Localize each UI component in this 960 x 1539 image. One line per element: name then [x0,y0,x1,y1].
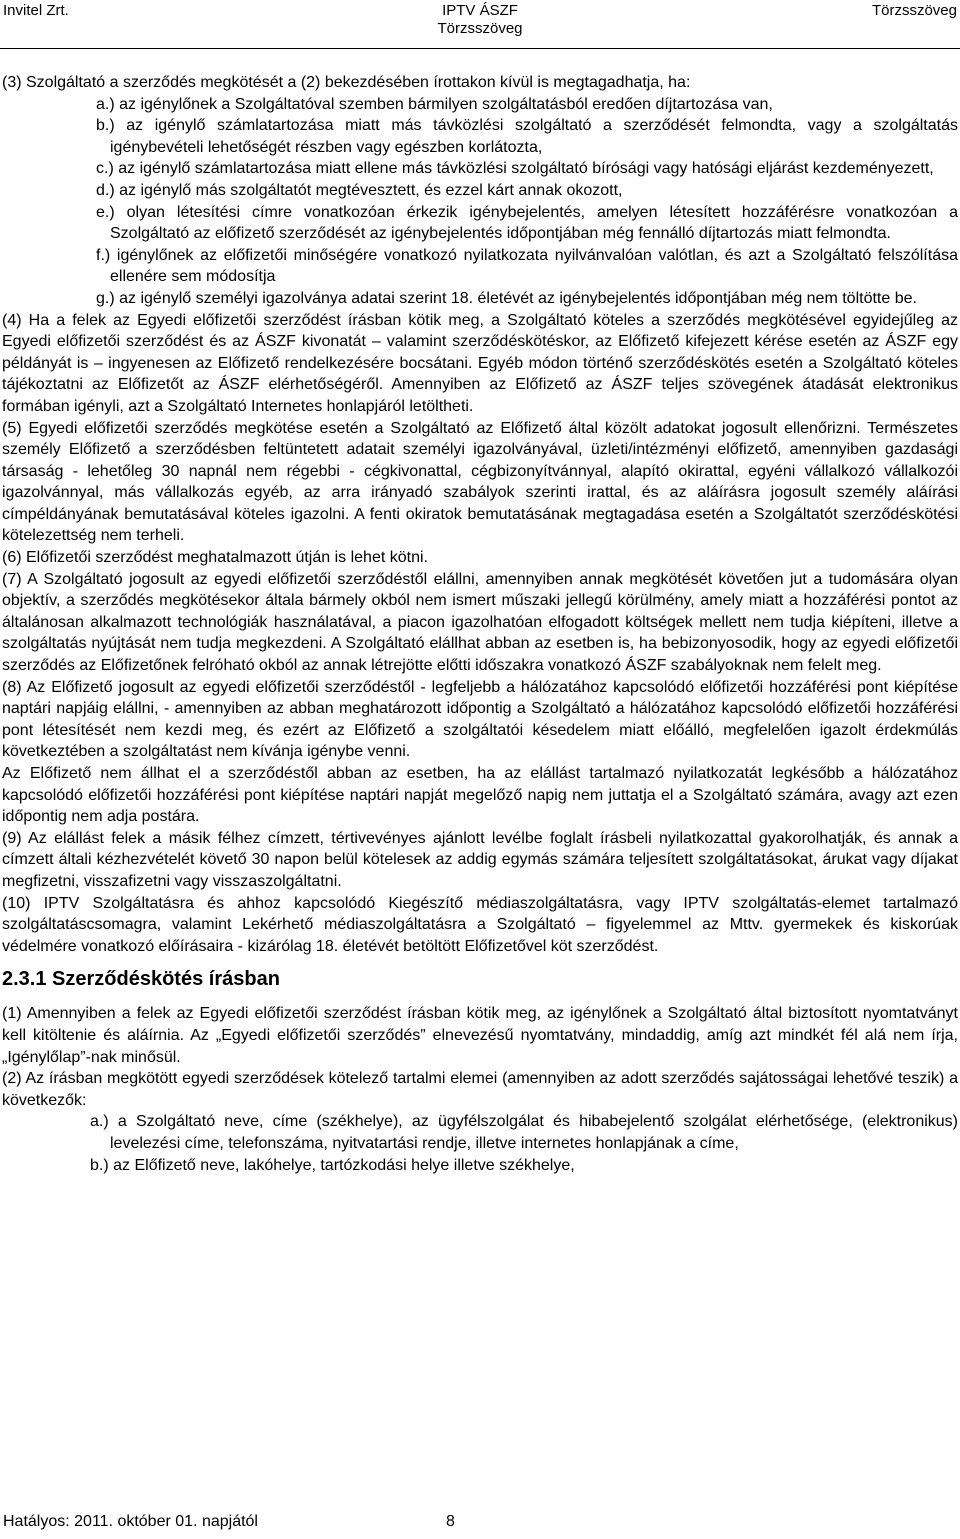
section-list-item-b: b.) az Előfizető neve, lakóhelye, tartózkodási helye illetve székhelye, [90,1156,575,1174]
header-title-line2: Törzsszöveg [437,20,523,37]
paragraph-5: (5) Egyedi előfizetői szerződés megkötése esetén a Szolgáltató az Előfizető által közölt adatokat jogosult ellenőrizni. Természetes személy Előfizető a szerződésben feltüntetett adatait személyi igazolványával, üzleti/intézményi előfizető, amennyiben gazdasági társaság - lehetőleg 30 napnál nem régebbi - cégkivonattal, cégbizonyítvánnyal, alapító okirattal, egyéni vállalkozó vállalkozói igazolvánnyal, más vállalkozás egyéb, az arra irányadó szabályok szerinti irattal, és az aláírásra jogosult személy aláírási címpéldányának bemutatásával köteles igazolni. A fenti okiratok bemutatásának megtagadása esetén a Szolgáltatót szerződéskötési kötelezettség nem terheli. [2,419,958,545]
page-number: 8 [446,1513,455,1530]
paragraph-7: (7) A Szolgáltató jogosult az egyedi előfizetői szerződéstől elállni, amennyiben annak megkötését követően jut a tudomására olyan objektív, a szerződés megkötésekor általa bármely okból nem ismert műszaki jellegű körülmény, amely miatt a hozzáférési pontot az általánosan alkalmazott technológiák használatával, a piacon igazolhatóan elfogadott költségek mellett nem tudja kiépíteni, illetve a szolgáltatás nyújtását nem tudja megkezdeni. A Szolgáltató elállhat abban az esetben is, ha bebizonyosodik, hogy az egyedi előfizetői szerződés az Előfizetőnek felróható okból az annak létrejötte előtti időszakra vonatkozó ÁSZF szabályoknak nem felelt meg. [2,570,958,675]
paragraph-3: (3) Szolgáltató a szerződés megkötését a (2) bekezdésében írottakon kívül is megtagadhatja, ha: [2,74,691,91]
list-item-3e: e.) olyan létesítési címre vonatkozóan érkezik igénybejelentés, amelyen létesített hozzáférésre vonatkozóan a Szolgáltató az előfizető szerződését az igénybejelentés időpontjában még fennálló díjtartozás miatt felmondta. [96,203,958,243]
page-header [0,0,960,49]
list-item-3f: f.) igénylőnek az előfizetői minőségére vonatkozó nyilatkozata nyilvánvalóan valótlan, és azt a Szolgáltató felszólítása ellenére sem módosítja [96,246,958,286]
paragraph-10: (10) IPTV Szolgáltatásra és ahhoz kapcsolódó Kiegészítő médiaszolgáltatásra, vagy IPTV szolgáltatás-elemet tartalmazó szolgáltatáscsomagra, valamint Lekérhető médiaszolgáltatásra a Szolgáltató – figyelemmel az Mttv. gyermekek és kiskorúak védelmére vonatkozó előírásaira - kizárólag 18. életévét betöltött Előfizetővel köt szerződést. [2,894,958,955]
paragraph-4: (4) Ha a felek az Egyedi előfizetői szerződést írásban kötik meg, a Szolgáltató köteles a szerződés megkötésével egyidejűleg az Egyedi előfizetői szerződést és az ÁSZF kivonatát – valamint szerződéskötéskor, az Előfizető kifejezett kérése esetén az ÁSZF egy példányát is – ingyenesen az Előfizető rendelkezésére bocsátani. Egyéb módon történő szerződéskötés esetén a Szolgáltató köteles tájékoztatni az Előfizetőt az ÁSZF elérhetőségéről. Amennyiben az Előfizető az ÁSZF teljes szövegének átadását elektronikus formában igényli, azt a Szolgáltató Internetes honlapjáról letöltheti. [2,311,958,415]
section-paragraph-2: (2) Az írásban megkötött egyedi szerződések kötelező tartalmi elemei (amennyiben az adott szerződés sajátosságai lehetővé teszik) a következők: [2,1070,958,1109]
list-item-3a: a.) az igénylőnek a Szolgáltatóval szemben bármilyen szolgáltatásból eredően díjtartozása van, [96,95,773,113]
paragraph-8: (8) Az Előfizető jogosult az egyedi előfizetői szerződéstől - legfeljebb a hálózatához kapcsolódó előfizetői hozzáférési pont kiépítése naptári napjáig elállni, - amennyiben az abban meghatározott időpontig a Szolgáltató a hálózatához kapcsolódó előfizetői hozzáférési pont létesítését nem kezdi meg, és ezért az Előfizető a szolgáltatói késedelem miatt előálló, megfelelően igazolt érdekmúlás következtében a szolgáltatást nem kívánja igénybe venni. [2,678,958,761]
list-item-3b: b.) az igénylő számlatartozása miatt más távközlési szolgáltató a szerződését felmondta, vagy a szolgáltatás igénybevételi lehetőségét részben vagy egészben korlátozta, [96,117,958,156]
paragraph-6: (6) Előfizetői szerződést meghatalmazott útján is lehet kötni. [2,549,428,567]
section-list-item-a: a.) a Szolgáltató neve, címe (székhelye), az ügyfélszolgálat és hibabejelentő szolgálat elérhetősége, (elektronikus) levelezési címe, telefonszáma, nyitvatartási rendje, illetve internetes honlapjának a címe, [90,1113,958,1152]
effective-date: Hatályos: 2011. október 01. napjától [3,1513,258,1530]
paragraph-9: (9) Az elállást felek a másik félhez címzett, tértivevényes ajánlott levélbe foglalt írásbeli nyilatkozattal gyakorolhatják, és annak a címzett általi kézhezvételét követő 30 napon belül kötelesek az addig egymás számára teljesített szolgáltatásokat, árukat vagy díjakat megfizetni, visszafizetni vagy visszaszolgáltatni. [2,829,958,890]
list-item-3c: c.) az igénylő számlatartozása miatt ellene más távközlési szolgáltató bírósági vagy hatósági eljárást kezdeményezett, [96,160,934,178]
header-company: Invitel Zrt. [3,2,69,19]
header-title-line1: IPTV ÁSZF [442,2,518,19]
header-document-title [0,2,960,38]
list-item-3g: g.) az igénylő személyi igazolványa adatai szerint 18. életévét az igénybejelentés időpontjában még nem töltötte be. [96,289,917,307]
section-heading: 2.3.1 Szerződéskötés írásban [2,968,280,991]
paragraph-8-continued: Az Előfizető nem állhat el a szerződéstől abban az esetben, ha az elállást tartalmazó nyilatkozatát legkésőbb a hálózatához kapcsolódó előfizetői hozzáférési pont kiépítése naptári napját megelőző napig nem juttatja el a Szolgáltató számára, avagy azt ezen időpontig nem adja postára. [2,765,958,826]
header-section: Törzsszöveg [871,2,957,19]
list-item-3d: d.) az igénylő más szolgáltatót megtévesztett, és ezzel kárt annak okozott, [96,181,623,199]
section-paragraph-1: (1) Amennyiben a felek az Egyedi előfizetői szerződést írásban kötik meg, az igénylőnek a Szolgáltató által biztosított nyomtatványt kell kitöltenie és aláírnia. Az „Egyedi előfizetői szerződés” elnevezésű nyomtatvány, mindaddig, amíg azt mindkét fél alá nem írja, „Igénylőlap”-nak minősül. [2,1005,958,1066]
page-footer [3,1512,455,1532]
document-body [2,72,958,1176]
